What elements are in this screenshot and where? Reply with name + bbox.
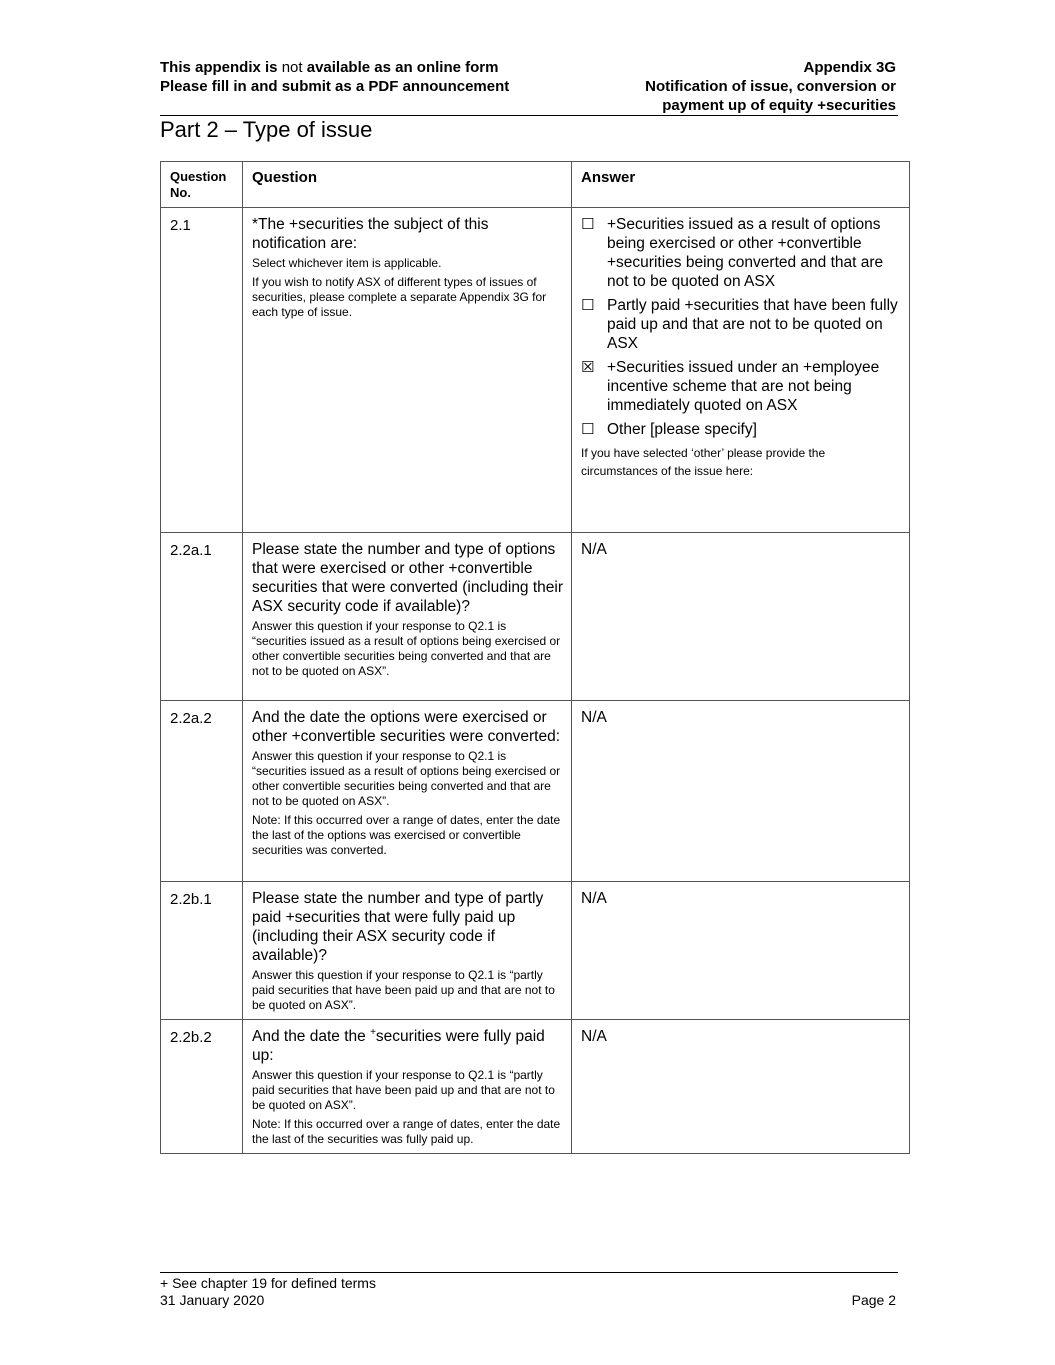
appendix-subtitle-line2: payment up of equity +securities [662, 97, 896, 114]
option-item[interactable] [581, 420, 901, 439]
question-text: And the date the +securities were fully paid up: [252, 1026, 545, 1064]
answer-text: N/A [581, 890, 607, 907]
question-number: 2.2a.2 [161, 701, 243, 882]
footer-page-number: Page 2 [851, 1292, 896, 1308]
header-right [645, 58, 896, 115]
question-note: Select whichever item is applicable. [252, 256, 442, 270]
question-cell [243, 882, 572, 1020]
question-cell [243, 701, 572, 882]
question-note: Answer this question if your response to Q2.1 is “partly paid securities that have been paid up and that are not to be quoted on ASX”. [252, 968, 555, 1012]
question-note: Note: If this occurred over a range of dates, enter the date the last of the securities was fully paid up. [252, 1117, 561, 1146]
answer-cell[interactable] [572, 882, 910, 1020]
part-title: Part 2 – Type of issue [160, 117, 373, 142]
question-number: 2.2b.1 [161, 882, 243, 1020]
question-table [160, 161, 910, 1154]
footer-left [160, 1275, 376, 1309]
question-number: 2.2a.1 [161, 533, 243, 701]
question-note: Answer this question if your response to Q2.1 is “partly paid securities that have been paid up and that are not to be quoted on ASX”. [252, 1068, 555, 1112]
answer-cell[interactable] [572, 1020, 910, 1154]
answer-cell[interactable] [572, 701, 910, 882]
table-row [161, 882, 910, 1020]
table-row [161, 208, 910, 533]
header-left-line2: Please fill in and submit as a PDF announcement [160, 78, 510, 95]
question-note: Note: If this occurred over a range of dates, enter the date the last of the options was exercised or convertible securities was converted. [252, 813, 561, 857]
answer-cell[interactable] [572, 533, 910, 701]
checkbox-checked-icon[interactable]: ☒ [581, 359, 595, 376]
header-left-line1: This appendix is not available as an online form [160, 59, 499, 76]
question-note: If you wish to notify ASX of different types of issues of securities, please complete a separate Appendix 3G for each type of issue. [252, 275, 547, 319]
question-text: Please state the number and type of options that were exercised or other +convertible securities that were converted (including their ASX security code if available)? [252, 541, 564, 615]
option-label: +Securities issued as a result of options being exercised or other +convertible +securities being converted and that are not to be quoted on ASX [607, 216, 884, 290]
footer-rule [160, 1272, 898, 1273]
question-number: 2.2b.2 [161, 1020, 243, 1154]
header-left [160, 58, 509, 96]
checkbox-unchecked-icon[interactable]: ☐ [581, 421, 595, 438]
table-header-row [161, 162, 910, 208]
question-text: And the date the options were exercised or other +convertible securities were converted: [252, 709, 561, 745]
question-text: *The +securities the subject of this notification are: [252, 216, 489, 252]
checkbox-unchecked-icon[interactable]: ☐ [581, 216, 595, 233]
table-row [161, 533, 910, 701]
question-cell [243, 208, 572, 533]
question-note: Answer this question if your response to Q2.1 is “securities issued as a result of options being exercised or other convertible securities being converted and that are not to be quoted on ASX”. [252, 619, 561, 678]
option-item[interactable] [581, 358, 901, 415]
header-question-no: Question No. [161, 162, 243, 208]
appendix-subtitle-line1: Notification of issue, conversion or [645, 78, 896, 95]
footer-defined-terms: + See chapter 19 for defined terms [160, 1275, 376, 1291]
question-cell [243, 1020, 572, 1154]
option-label: Other [please specify] [607, 421, 757, 438]
question-cell [243, 533, 572, 701]
other-note: If you have selected ‘other’ please provide the circumstances of the issue here: [581, 446, 826, 478]
answer-text: N/A [581, 709, 607, 726]
appendix-title: Appendix 3G [803, 59, 896, 76]
option-label: +Securities issued under an +employee incentive scheme that are not being immediately quoted on ASX [607, 359, 880, 414]
header-question: Question [243, 162, 572, 208]
table-row [161, 701, 910, 882]
checkbox-unchecked-icon[interactable]: ☐ [581, 297, 595, 314]
question-number: 2.1 [161, 208, 243, 533]
question-text: Please state the number and type of partly paid +securities that were fully paid up (including their ASX security code if available)? [252, 890, 544, 964]
table-row [161, 1020, 910, 1154]
footer-date: 31 January 2020 [160, 1292, 265, 1308]
header-not-word: not [281, 59, 303, 76]
question-note: Answer this question if your response to Q2.1 is “securities issued as a result of options being exercised or other convertible securities being converted and that are not to be quoted on ASX”. [252, 749, 561, 808]
option-item[interactable] [581, 296, 901, 353]
option-item[interactable] [581, 215, 901, 291]
answer-text: N/A [581, 541, 607, 558]
header-answer: Answer [572, 162, 910, 208]
answer-text: N/A [581, 1028, 607, 1045]
answer-cell [572, 208, 910, 533]
option-label: Partly paid +securities that have been fully paid up and that are not to be quoted on ASX [607, 297, 898, 352]
